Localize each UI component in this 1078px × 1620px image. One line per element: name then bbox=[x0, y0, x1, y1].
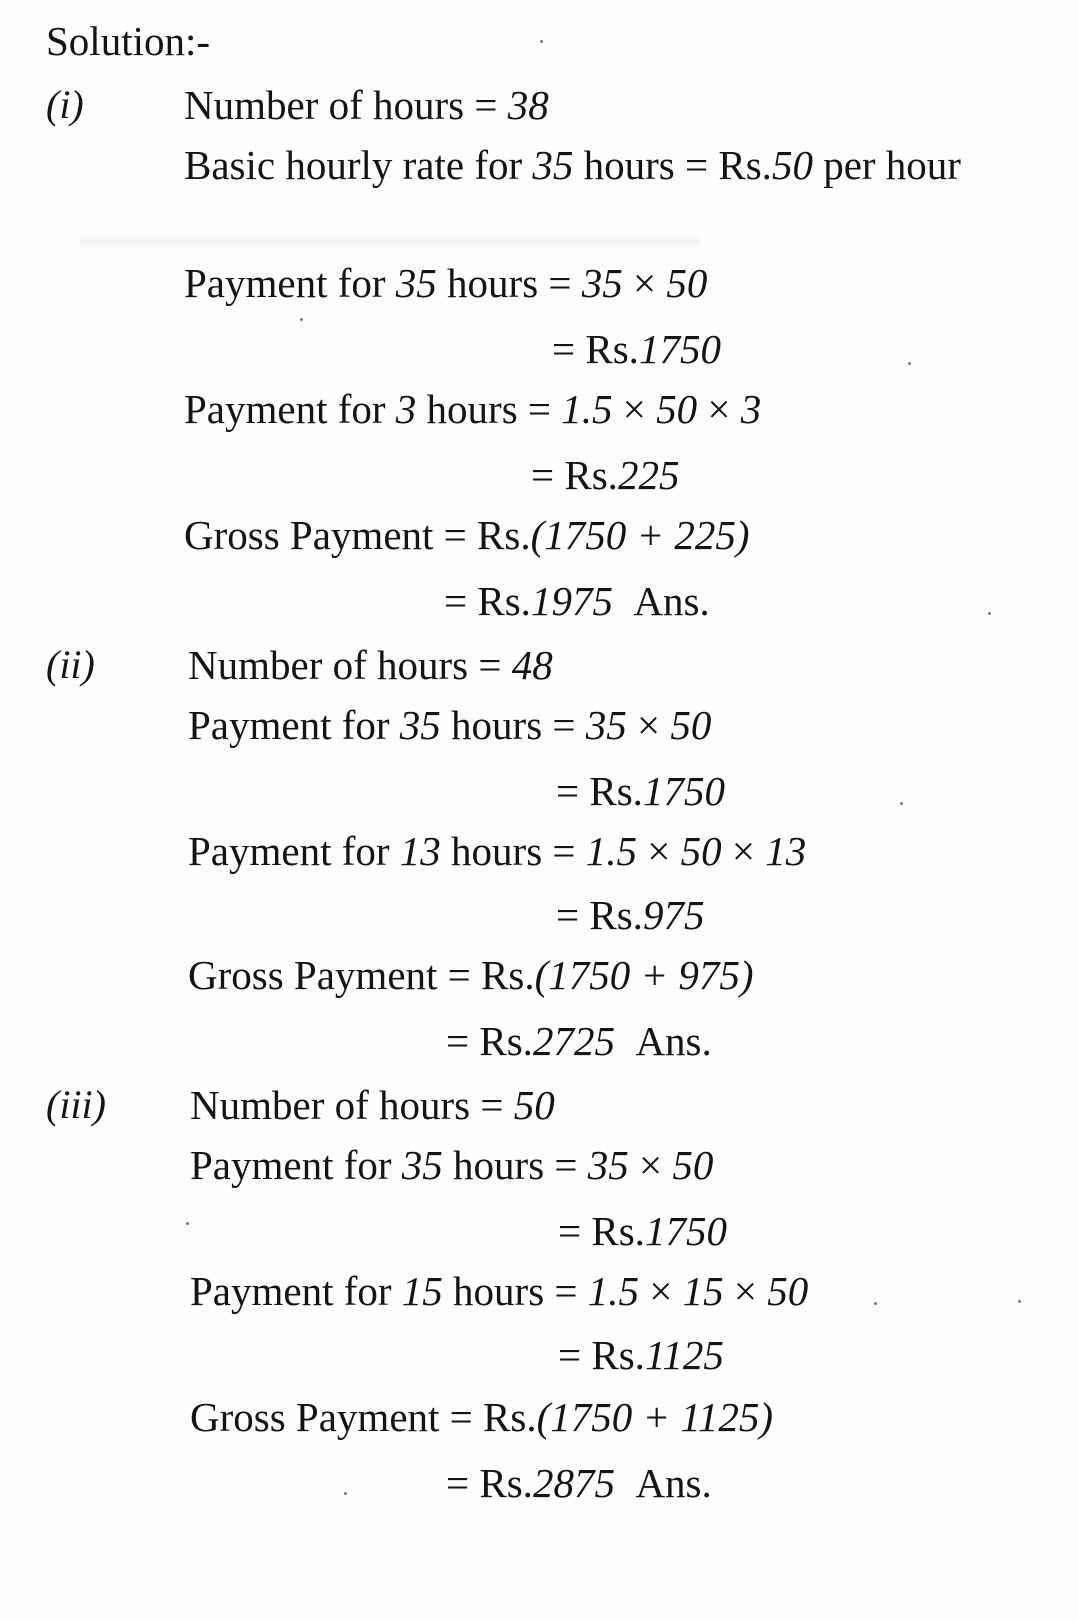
scan-speck bbox=[988, 612, 991, 615]
equation-text: × bbox=[626, 702, 671, 748]
math-value: 1.5 bbox=[561, 386, 613, 432]
equation-text: Number of hours = bbox=[188, 642, 512, 688]
scan-speck bbox=[874, 1302, 877, 1305]
equation-text: = Rs. bbox=[446, 1018, 533, 1064]
math-value: 975 bbox=[642, 892, 705, 938]
equation-text: × bbox=[721, 828, 766, 874]
equation-text: = Rs. bbox=[552, 326, 639, 372]
math-value: 50 bbox=[670, 702, 712, 748]
math-value: 48 bbox=[511, 642, 553, 688]
equation-text: hours = bbox=[436, 260, 582, 306]
equation-text: hours = Rs. bbox=[573, 142, 772, 188]
part-marker-iii: (iii) bbox=[46, 1082, 106, 1127]
scan-speck bbox=[344, 1492, 347, 1495]
equation-text: Number of hours = bbox=[184, 82, 508, 128]
math-value: 1750 bbox=[638, 326, 721, 372]
equation-text: Ans. bbox=[614, 1460, 712, 1506]
scan-speck bbox=[540, 40, 543, 43]
math-value: 1.5 bbox=[587, 1268, 640, 1314]
equation-text: = Rs. bbox=[446, 1460, 533, 1506]
equation-line bbox=[444, 576, 710, 626]
equation-text: Payment for bbox=[190, 1268, 402, 1314]
math-value: (1750 + 975) bbox=[534, 952, 754, 998]
equation-line bbox=[552, 324, 721, 374]
math-value: 1975 bbox=[530, 578, 613, 624]
equation-line bbox=[558, 1206, 727, 1256]
math-value: 50 bbox=[666, 260, 708, 306]
equation-text: = Rs. bbox=[556, 892, 643, 938]
math-value: 50 bbox=[672, 1142, 714, 1188]
equation-text: hours = bbox=[416, 386, 562, 432]
solution-heading: Solution:- bbox=[46, 18, 211, 64]
equation-line bbox=[188, 950, 754, 1000]
math-value: 225 bbox=[617, 452, 680, 498]
equation-line bbox=[556, 890, 704, 940]
math-value: 35 bbox=[532, 142, 574, 188]
equation-text: Basic hourly rate for bbox=[184, 142, 533, 188]
equation-text: × bbox=[697, 386, 741, 432]
math-value: 35 bbox=[587, 1142, 629, 1188]
equation-line bbox=[190, 1140, 713, 1190]
equation-line bbox=[446, 1458, 712, 1508]
scan-speck bbox=[186, 1222, 189, 1225]
scan-speck bbox=[900, 802, 903, 805]
math-value: (1750 + 225) bbox=[530, 512, 750, 558]
equation-text: Gross Payment = Rs. bbox=[188, 952, 535, 998]
equation-text: × bbox=[628, 1142, 673, 1188]
math-value: 1750 bbox=[642, 768, 725, 814]
equation-line bbox=[184, 80, 549, 130]
math-value: 3 bbox=[395, 386, 417, 432]
scan-speck bbox=[300, 318, 303, 321]
math-value: 35 bbox=[399, 702, 441, 748]
equation-text: Payment for bbox=[190, 1142, 402, 1188]
equation-text: = Rs. bbox=[558, 1208, 645, 1254]
scan-speck bbox=[908, 362, 911, 365]
equation-text: × bbox=[637, 828, 681, 874]
math-value: 35 bbox=[395, 260, 437, 306]
math-value: 35 bbox=[581, 260, 623, 306]
math-value: 50 bbox=[767, 1268, 809, 1314]
math-value: 50 bbox=[680, 828, 722, 874]
equation-text: hours = bbox=[440, 828, 586, 874]
equation-line bbox=[184, 258, 707, 308]
equation-text: Payment for bbox=[184, 260, 396, 306]
math-value: 50 bbox=[771, 142, 813, 188]
equation-text: × bbox=[612, 386, 657, 432]
equation-line bbox=[184, 384, 761, 434]
equation-line bbox=[184, 140, 961, 190]
equation-line bbox=[188, 826, 806, 876]
math-value: 38 bbox=[507, 82, 549, 128]
equation-line bbox=[558, 1330, 724, 1380]
equation-line bbox=[556, 766, 725, 816]
math-value: 13 bbox=[765, 828, 807, 874]
math-value: 15 bbox=[682, 1268, 724, 1314]
equation-line bbox=[446, 1016, 712, 1066]
equation-text: Gross Payment = Rs. bbox=[184, 512, 531, 558]
equation-line bbox=[184, 510, 750, 560]
equation-text: Payment for bbox=[184, 386, 396, 432]
math-value: 3 bbox=[740, 386, 762, 432]
equation-text: hours = bbox=[442, 1142, 588, 1188]
math-value: 1750 bbox=[644, 1208, 727, 1254]
part-marker-ii: (ii) bbox=[46, 642, 95, 687]
scan-artifact-band bbox=[80, 236, 700, 248]
math-value: 2725 bbox=[532, 1018, 615, 1064]
equation-text: per hour bbox=[812, 142, 961, 188]
math-value: 35 bbox=[585, 702, 627, 748]
equation-text: Gross Payment = Rs. bbox=[190, 1394, 537, 1440]
math-value: (1750 + 1125) bbox=[536, 1394, 774, 1440]
math-value: 50 bbox=[513, 1082, 555, 1128]
equation-text: = Rs. bbox=[558, 1332, 645, 1378]
equation-line bbox=[190, 1080, 555, 1130]
equation-text: Payment for bbox=[188, 702, 400, 748]
equation-text: Payment for bbox=[188, 828, 400, 874]
equation-text: Ans. bbox=[614, 1018, 712, 1064]
math-value: 1125 bbox=[644, 1332, 724, 1378]
equation-text: = Rs. bbox=[444, 578, 531, 624]
equation-text: = Rs. bbox=[531, 452, 618, 498]
equation-line bbox=[188, 640, 553, 690]
part-marker-i: (i) bbox=[46, 82, 84, 127]
math-value: 1.5 bbox=[585, 828, 638, 874]
equation-text: × bbox=[622, 260, 667, 306]
equation-text: Ans. bbox=[612, 578, 710, 624]
equation-text: × bbox=[639, 1268, 683, 1314]
equation-text: × bbox=[723, 1268, 768, 1314]
math-value: 13 bbox=[399, 828, 441, 874]
equation-text: hours = bbox=[440, 702, 586, 748]
math-value: 2875 bbox=[532, 1460, 615, 1506]
equation-line bbox=[190, 1392, 773, 1442]
equation-text: Number of hours = bbox=[190, 1082, 514, 1128]
math-value: 15 bbox=[401, 1268, 443, 1314]
equation-line bbox=[188, 700, 711, 750]
equation-line bbox=[531, 450, 679, 500]
scan-speck bbox=[1018, 1300, 1021, 1303]
math-value: 50 bbox=[656, 386, 698, 432]
math-value: 35 bbox=[401, 1142, 443, 1188]
equation-text: hours = bbox=[442, 1268, 588, 1314]
equation-text: = Rs. bbox=[556, 768, 643, 814]
equation-line bbox=[190, 1266, 808, 1316]
